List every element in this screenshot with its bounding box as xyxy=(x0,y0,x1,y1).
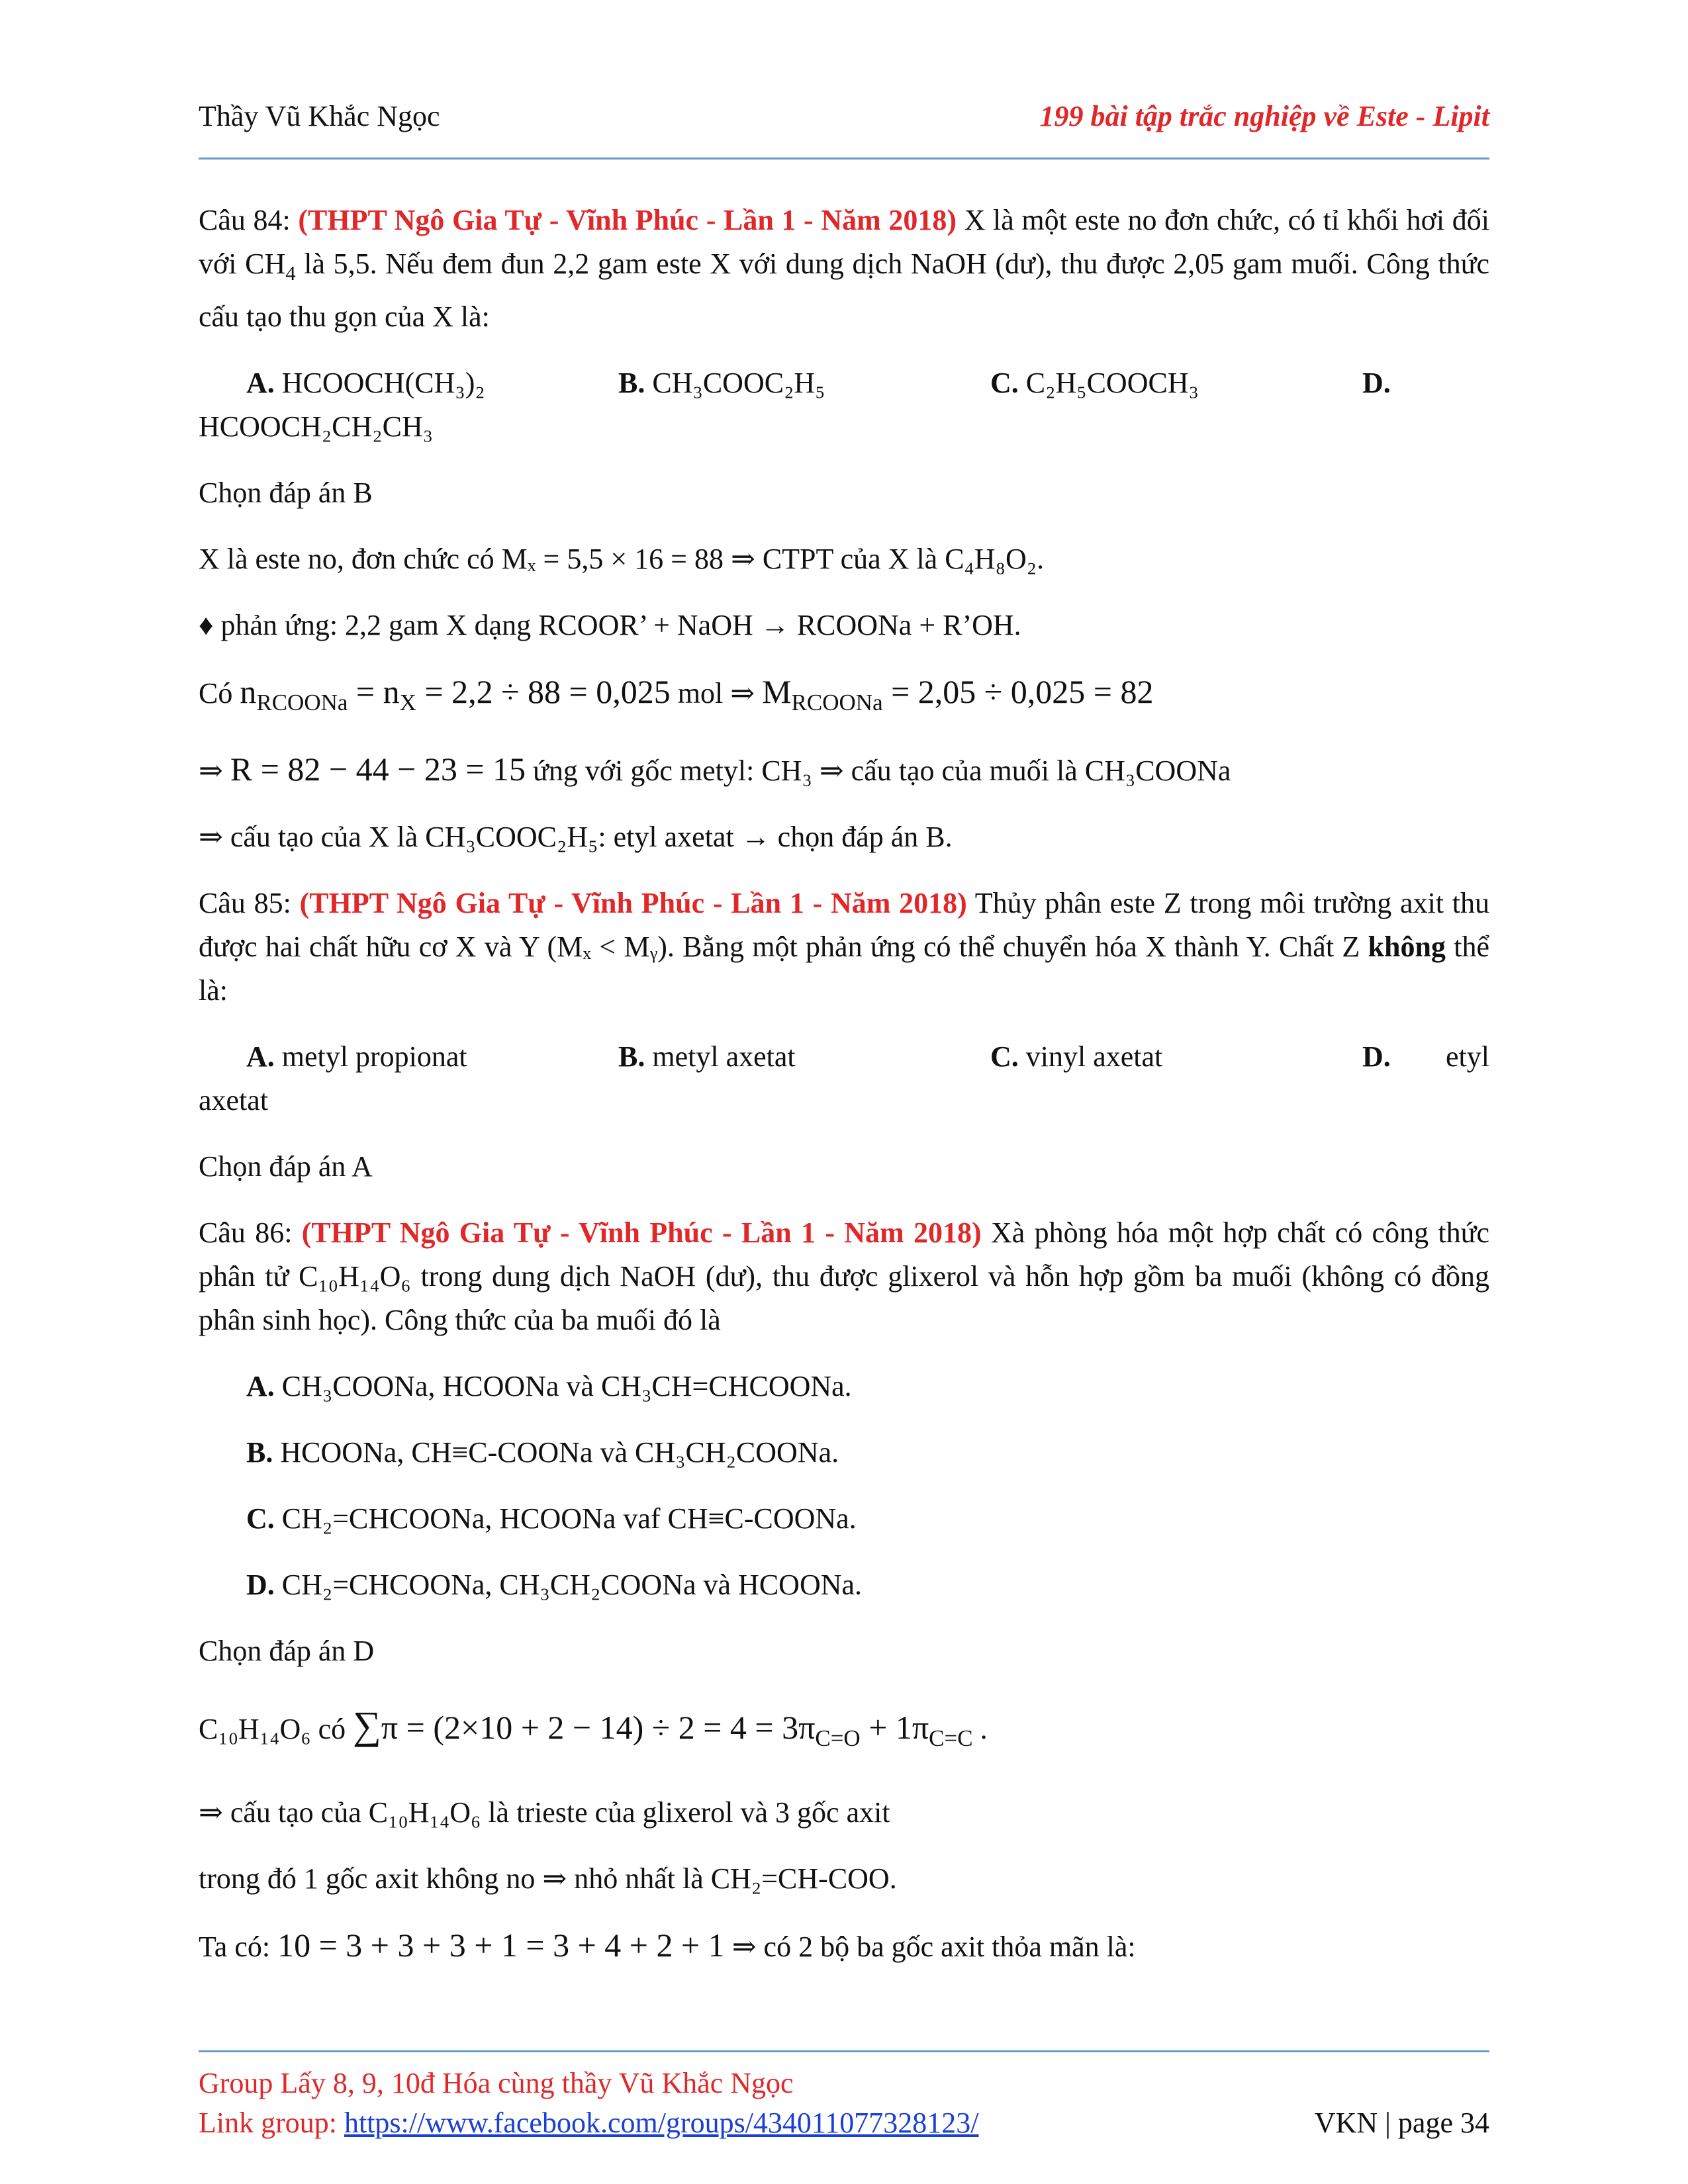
option-c xyxy=(990,361,1362,405)
text: mol ⇒ xyxy=(670,676,763,709)
equation xyxy=(762,672,1154,715)
option-c xyxy=(199,1497,1489,1541)
solution-line: ⇒ cấu tạo của C₁₀H₁₄O₆ là trieste của glixerol và 3 gốc axit xyxy=(199,1796,890,1829)
equation-value: + 1π xyxy=(860,1708,929,1746)
subscript: C=O xyxy=(815,1725,861,1751)
option-b xyxy=(618,361,990,405)
question-label: Câu 84: xyxy=(199,204,299,236)
solution-line xyxy=(199,670,1489,725)
document-title: 199 bài tập trắc nghiệp về Este - Lipit xyxy=(1039,100,1489,132)
question-text: Thủy phân este Z trong môi trường axit thu được hai chất hữu cơ X và Y (Mₓ < Mᵧ). Bằng một phản ứng có thể chuyển hóa X thành Y. Chất Z xyxy=(199,886,1489,963)
option-d-text: HCOOCH₂CH₂CH₃ xyxy=(199,410,434,443)
footer-divider xyxy=(199,2050,1489,2052)
option-label: D. xyxy=(1362,1040,1391,1073)
option-text: etyl xyxy=(1446,1040,1489,1073)
equation: R = 82 − 44 − 23 = 15 xyxy=(230,750,526,788)
option-text: CH₂=CHCOONa, HCOONa vaf CH≡C-COONa. xyxy=(281,1502,857,1535)
option-text: vinyl axetat xyxy=(1025,1040,1163,1073)
option-label: B. xyxy=(618,1040,645,1073)
solution-line: ⇒ cấu tạo của X là CH₃COOC₂H₅: etyl axetat → chọn đáp án B. xyxy=(199,820,953,853)
solution-line: trong đó 1 gốc axit không no ⇒ nhỏ nhất là CH₂=CH-COO. xyxy=(199,1862,897,1895)
text: . xyxy=(972,1712,988,1745)
header-divider xyxy=(199,158,1489,159)
question-label: Câu 86: xyxy=(199,1216,302,1249)
solution-line: ♦ phản ứng: 2,2 gam X dạng RCOOR’ + NaOH → RCOONa + R’OH. xyxy=(199,608,1021,641)
facebook-group-link[interactable]: https://www.facebook.com/groups/434011077328123/ xyxy=(344,2107,979,2139)
question-text: thể là: xyxy=(199,930,1489,1007)
answer-86: Chọn đáp án D xyxy=(199,1634,375,1667)
text: Có xyxy=(199,676,240,709)
options-85 xyxy=(199,1035,1489,1122)
text: ⇒ có 2 bộ ba gốc axit thỏa mãn là: xyxy=(724,1930,1136,1963)
page-number: VKN | page 34 xyxy=(1314,2107,1489,2139)
option-label: B. xyxy=(618,366,645,399)
option-text: HCOONa, CH≡C-COONa và CH₃CH₂COONa. xyxy=(280,1435,839,1469)
option-text: HCOOCH(CH₃)₂ xyxy=(281,366,485,399)
question-source: (THPT Ngô Gia Tự - Vĩnh Phúc - Lần 1 - Năm 2018) xyxy=(301,1216,982,1249)
equation: $n_{RCOONa} = n_X = 2,2 \div 88 = 0,025$ xyxy=(240,672,671,715)
option-text: metyl propionat xyxy=(281,1040,467,1073)
question-text: Xà phòng hóa một hợp chất có công thức phân tử C₁₀H₁₄O₆ trong dung dịch NaOH (dư), thu được glixerol và hỗn hợp gồm ba muối (không có đồng phân sinh học). Công thức của ba muối đó là xyxy=(199,1216,1490,1336)
option-label: A. xyxy=(246,1369,275,1402)
solution-line: ⇒ R = 82 − 44 − 23 = 15 ứng với gốc metyl: CH₃ ⇒ cấu tạo của muối là CH₃COONa xyxy=(199,750,1231,788)
solution-line xyxy=(199,1696,1489,1768)
option-text: CH₂=CHCOONa, CH₃CH₂COONa và HCOONa. xyxy=(281,1568,863,1601)
subscript: 4 xyxy=(285,261,296,285)
option-label: C. xyxy=(246,1502,275,1535)
footer-group-name: Group Lấy 8, 9, 10đ Hóa cùng thầy Vũ Khắc Ngọc xyxy=(199,2067,794,2099)
question-85 xyxy=(199,882,1489,1013)
math-symbol: n xyxy=(383,672,400,710)
page-footer xyxy=(199,2064,1489,2143)
option-label: A. xyxy=(246,1040,275,1073)
option-text: CH₃COOC₂H₅ xyxy=(652,366,825,399)
subscript: RCOONa xyxy=(256,689,348,715)
text: C₁₀H₁₄O₆ có xyxy=(199,1712,353,1745)
equation: 10 = 3 + 3 + 3 + 1 = 3 + 4 + 2 + 1 xyxy=(277,1926,725,1964)
option-d xyxy=(1362,361,1489,405)
question-emphasis: không xyxy=(1368,930,1446,963)
option-a xyxy=(246,361,618,405)
question-84 xyxy=(199,199,1489,339)
option-label: A. xyxy=(246,366,275,399)
option-label: D. xyxy=(1362,366,1391,399)
subscript: RCOONa xyxy=(791,689,883,715)
text: Ta có: xyxy=(199,1930,278,1963)
footer-link-line xyxy=(199,2103,1489,2143)
question-86 xyxy=(199,1211,1489,1342)
sum-symbol: ∑ xyxy=(353,1703,381,1747)
option-b xyxy=(618,1035,990,1079)
option-label: D. xyxy=(246,1568,275,1601)
author-name: Thầy Vũ Khắc Ngọc xyxy=(199,100,440,132)
option-a xyxy=(199,1365,1489,1408)
equation-value: π = (2×10 + 2 − 14) ÷ 2 = 4 = 3π xyxy=(381,1708,816,1746)
question-text: X là một este no đơn chức, có tỉ khối hơi đối với CH xyxy=(199,204,1489,280)
option-text: metyl axetat xyxy=(652,1040,796,1073)
option-label: B. xyxy=(246,1435,273,1469)
subscript: C=C xyxy=(929,1725,973,1751)
option-d xyxy=(1362,1035,1489,1079)
equation-value: = 2,2 ÷ 88 = 0,025 xyxy=(424,672,671,710)
footer-link-label: Link group: xyxy=(199,2107,344,2139)
question-text: là 5,5. Nếu đem đun 2,2 gam este X với dung dịch NaOH (dư), thu được 2,05 gam muối. Công thức cấu tạo thu gọn của X là: xyxy=(199,248,1489,333)
question-label: Câu 85: xyxy=(199,886,300,919)
solution-line xyxy=(199,1923,1489,1969)
option-text: C₂H₅COOCH₃ xyxy=(1025,366,1199,399)
equation xyxy=(353,1703,973,1751)
math-symbol: n xyxy=(240,672,257,710)
answer-85: Chọn đáp án A xyxy=(199,1150,373,1183)
option-label: C. xyxy=(990,1040,1019,1073)
math-symbol: M xyxy=(762,672,792,710)
option-d-text: axetat xyxy=(199,1083,269,1116)
options-84 xyxy=(199,361,1489,449)
option-a xyxy=(246,1035,618,1079)
option-text: CH₃COONa, HCOONa và CH₃CH=CHCOONa. xyxy=(281,1369,852,1402)
main-content xyxy=(199,199,1489,1969)
option-c xyxy=(990,1035,1362,1079)
subscript: X xyxy=(399,689,416,715)
option-label: C. xyxy=(990,366,1019,399)
page-header xyxy=(199,99,1489,139)
question-source: (THPT Ngô Gia Tự - Vĩnh Phúc - Lần 1 - Năm 2018) xyxy=(298,204,957,236)
question-source: (THPT Ngô Gia Tự - Vĩnh Phúc - Lần 1 - Năm 2018) xyxy=(299,886,967,919)
text: ứng với gốc metyl: CH₃ ⇒ cấu tạo của muối là CH₃COONa xyxy=(526,754,1231,787)
equation-value: = 2,05 ÷ 0,025 = 82 xyxy=(891,672,1154,710)
option-b xyxy=(199,1431,1489,1475)
solution-line: X là este no, đơn chức có Mₓ = 5,5 × 16 = 88 ⇒ CTPT của X là C₄H₈O₂. xyxy=(199,542,1045,575)
answer-84: Chọn đáp án B xyxy=(199,476,373,509)
option-d xyxy=(199,1563,1489,1607)
